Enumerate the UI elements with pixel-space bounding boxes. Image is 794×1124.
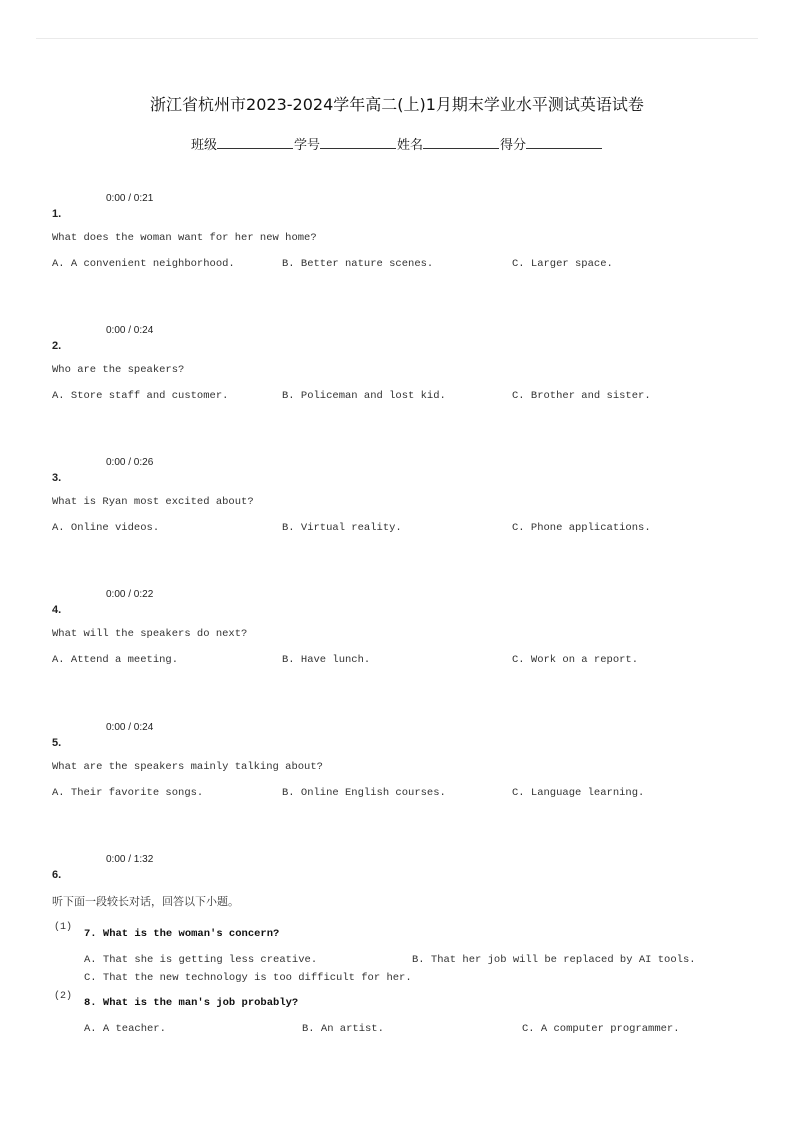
sub-question-stem: 7. What is the woman's concern? <box>84 928 280 940</box>
option-b[interactable]: B. Policeman and lost kid. <box>282 390 446 402</box>
header-divider <box>36 38 758 39</box>
option-c[interactable]: C. Brother and sister. <box>512 390 651 402</box>
option-c[interactable]: C. Phone applications. <box>512 522 651 534</box>
option-a[interactable]: A. That she is getting less creative. <box>84 954 318 966</box>
option-c[interactable]: C. Work on a report. <box>512 654 639 666</box>
info-blank[interactable] <box>526 136 602 149</box>
page-title: 浙江省杭州市2023-2024学年高二(上)1月期末学业水平测试英语试卷 <box>150 95 644 114</box>
audio-player-time[interactable]: 0:00 / 0:24 <box>106 722 154 733</box>
info-field-label: 得分 <box>500 138 527 153</box>
option-a[interactable]: A. Online videos. <box>52 522 160 534</box>
audio-player-time[interactable]: 0:00 / 0:21 <box>106 193 154 204</box>
question-number: 5. <box>52 737 62 749</box>
question-stem: What will the speakers do next? <box>52 628 248 640</box>
question-number: 2. <box>52 340 62 352</box>
info-blank[interactable] <box>423 136 499 149</box>
audio-player-time[interactable]: 0:00 / 0:22 <box>106 589 154 600</box>
info-field-name <box>397 134 500 153</box>
question-stem: What is Ryan most excited about? <box>52 496 254 508</box>
option-b[interactable]: B. Have lunch. <box>282 654 371 666</box>
info-field-label: 班级 <box>190 138 217 153</box>
info-field-label: 学号 <box>293 138 320 153</box>
info-field-score <box>500 134 603 153</box>
sub-question-label: (1) <box>54 922 73 933</box>
question-number: 4. <box>52 604 62 616</box>
audio-player-time[interactable]: 0:00 / 1:32 <box>106 854 154 865</box>
info-field-label: 姓名 <box>397 138 424 153</box>
option-b[interactable]: B. An artist. <box>302 1023 384 1035</box>
audio-player-time[interactable]: 0:00 / 0:24 <box>106 325 154 336</box>
option-b[interactable]: B. Online English courses. <box>282 787 446 799</box>
question-number: 3. <box>52 472 62 484</box>
question-stem: What does the woman want for her new home? <box>52 232 317 244</box>
question-stem: What are the speakers mainly talking about? <box>52 761 323 773</box>
option-c[interactable]: C. A computer programmer. <box>522 1023 680 1035</box>
question-number: 6. <box>52 869 62 881</box>
option-a[interactable]: A. A convenient neighborhood. <box>52 258 235 270</box>
info-field-class <box>191 134 294 153</box>
option-a[interactable]: A. Their favorite songs. <box>52 787 204 799</box>
question-number: 1. <box>52 208 62 220</box>
sub-question-stem: 8. What is the man's job probably? <box>84 997 299 1009</box>
info-field-number <box>294 134 397 153</box>
audio-player-time[interactable]: 0:00 / 0:26 <box>106 457 154 468</box>
option-c[interactable]: C. That the new technology is too difficult for her. <box>84 972 412 984</box>
option-a[interactable]: A. A teacher. <box>84 1023 166 1035</box>
option-c[interactable]: C. Larger space. <box>512 258 613 270</box>
option-b[interactable]: B. Virtual reality. <box>282 522 402 534</box>
question-stem: Who are the speakers? <box>52 364 185 376</box>
option-b[interactable]: B. Better nature scenes. <box>282 258 434 270</box>
option-b[interactable]: B. That her job will be replaced by AI tools. <box>412 954 696 966</box>
info-blank[interactable] <box>217 136 293 149</box>
sub-question-label: (2) <box>54 991 73 1002</box>
option-a[interactable]: A. Store staff and customer. <box>52 390 229 402</box>
student-info-line <box>0 134 794 153</box>
question-instruction: 听下面一段较长对话，回答以下小题。 <box>52 895 239 908</box>
option-c[interactable]: C. Language learning. <box>512 787 645 799</box>
option-a[interactable]: A. Attend a meeting. <box>52 654 179 666</box>
info-blank[interactable] <box>320 136 396 149</box>
